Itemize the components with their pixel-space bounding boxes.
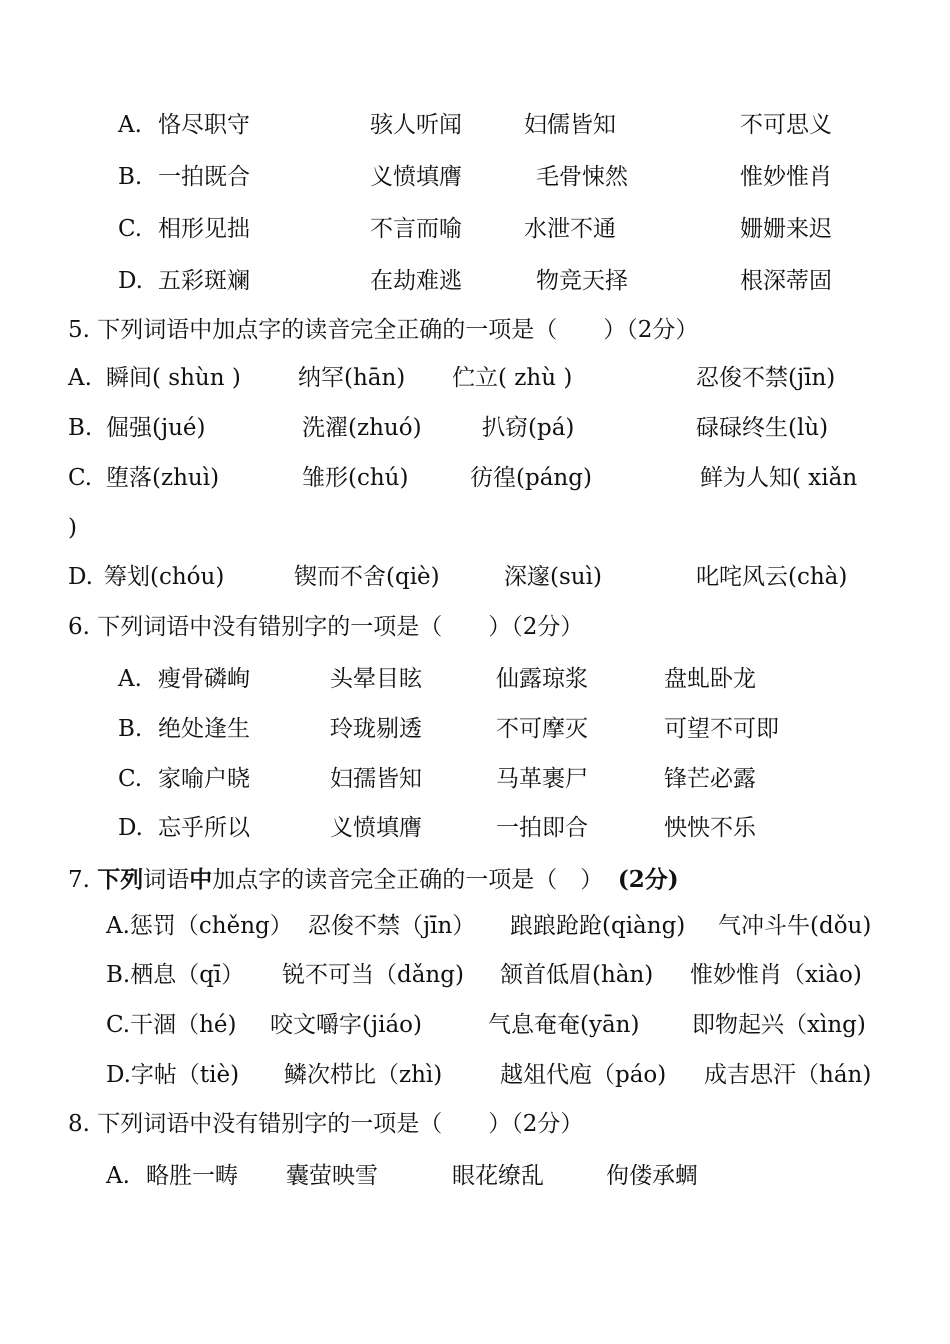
option-word: 妇孺皆知 (330, 766, 422, 792)
option-item: 彷徨(páng) (470, 465, 592, 491)
option-word: 骇人听闻 (370, 112, 462, 138)
option-word: 惟妙惟肖 (740, 164, 832, 190)
q5-stem (0, 310, 950, 350)
question-stem (68, 860, 679, 900)
q8-option-a (0, 1156, 950, 1196)
option-word: 义愤填膺 (330, 815, 422, 841)
option-item: 锲而不舍(qiè) (294, 564, 440, 590)
option-word: 不可思义 (740, 112, 832, 138)
option-item: 惟妙惟肖（xiào) (690, 962, 862, 988)
option-item: A.惩罚（chěng） (106, 913, 293, 939)
stem-score: (2分) (617, 866, 679, 893)
option-item: 气冲斗牛(dǒu) (718, 913, 872, 939)
option-letter: B. (118, 164, 143, 190)
option-word: 姗姗来迟 (740, 216, 832, 242)
option-letter: D. (68, 564, 93, 590)
q7-stem (0, 860, 950, 900)
option-letter: A. (118, 112, 142, 138)
option-item: 即物起兴（xìng) (692, 1012, 866, 1038)
option-word: 恪尽职守 (158, 112, 250, 138)
option-item: 碌碌终生(lù) (696, 415, 829, 441)
q5-option-c (0, 458, 950, 498)
stem-text-2: 加点字的读音完全正确的一项是（ ） (212, 867, 604, 893)
option-letter: D. (118, 815, 143, 841)
option-item: 鲜为人知( xiǎn (700, 465, 858, 491)
q5-option-a (0, 358, 950, 398)
option-word: 马革裹尸 (496, 766, 588, 792)
option-word: 不言而喻 (370, 216, 462, 242)
option-item: 锐不可当（dǎng) (282, 962, 464, 988)
option-item: 筹划(chóu) (104, 564, 225, 590)
option-word: 锋芒必露 (664, 766, 756, 792)
question-stem: 5. 下列词语中加点字的读音完全正确的一项是（ ）（2分） (68, 317, 699, 343)
option-item: 瞬间( shùn ) (106, 365, 241, 391)
question-stem: 8. 下列词语中没有错别字的一项是（ ）（2分） (68, 1111, 584, 1137)
option-item: 咬文嚼字(jiáo) (270, 1012, 422, 1038)
option-item: 颔首低眉(hàn) (500, 962, 654, 988)
option-item: 气息奄奄(yān) (488, 1012, 640, 1038)
option-word: 物竞天择 (536, 268, 628, 294)
option-word: 五彩斑斓 (158, 268, 250, 294)
q6-stem (0, 607, 950, 647)
q4-option-b (0, 157, 950, 197)
option-letter: A. (106, 1163, 130, 1189)
option-word: 义愤填膺 (370, 164, 462, 190)
option-letter: C. (118, 216, 143, 242)
option-item: B.栖息（qī） (106, 962, 245, 988)
option-word: 头晕目眩 (330, 666, 422, 692)
option-item: 堕落(zhuì) (106, 465, 220, 491)
option-letter: A. (118, 666, 142, 692)
option-item: 纳罕(hān) (298, 365, 406, 391)
wrapped-paren: ) (68, 515, 77, 541)
option-word: 水泄不通 (524, 216, 616, 242)
q4-option-a (0, 105, 950, 145)
option-letter: B. (68, 415, 93, 441)
option-word: 相形见拙 (158, 216, 250, 242)
option-item: 成吉思汗（hán) (704, 1062, 872, 1088)
q5-option-b (0, 408, 950, 448)
option-word: 佝偻承蜩 (606, 1163, 698, 1189)
option-item: 雏形(chú) (302, 465, 409, 491)
option-word: 根深蒂固 (740, 268, 832, 294)
question-stem: 6. 下列词语中没有错别字的一项是（ ）（2分） (68, 614, 584, 640)
option-word: 囊萤映雪 (286, 1163, 378, 1189)
option-letter: D. (118, 268, 143, 294)
option-item: 倔强(jué) (106, 415, 206, 441)
option-word: 毛骨悚然 (536, 164, 628, 190)
option-letter: A. (68, 365, 92, 391)
option-word: 玲珑剔透 (330, 716, 422, 742)
stem-bold-2: 中 (189, 866, 213, 893)
q7-option-d (0, 1055, 950, 1095)
option-item: 伫立( zhù ) (452, 365, 573, 391)
option-item: 踉踉跄跄(qiàng) (510, 913, 686, 939)
option-item: 叱咤风云(chà) (696, 564, 848, 590)
q6-option-d (0, 808, 950, 848)
option-letter: C. (68, 465, 93, 491)
q7-option-c (0, 1005, 950, 1045)
question-number: 7. (68, 867, 90, 893)
q6-option-c (0, 759, 950, 799)
q6-option-a (0, 659, 950, 699)
option-word: 盘虬卧龙 (664, 666, 756, 692)
option-item: 深邃(suì) (504, 564, 602, 590)
option-item: 越俎代庖（páo) (500, 1062, 667, 1088)
q6-option-b (0, 709, 950, 749)
option-item: 鳞次栉比（zhì) (284, 1062, 443, 1088)
option-item: 洗濯(zhuó) (302, 415, 422, 441)
q7-option-a (0, 906, 950, 946)
q5-option-c-wrap (0, 508, 950, 548)
option-letter: C. (118, 766, 143, 792)
option-item: 忍俊不禁（jīn） (308, 913, 476, 939)
option-word: 略胜一畴 (146, 1163, 238, 1189)
option-item: D.字帖（tiè) (106, 1062, 240, 1088)
option-word: 瘦骨磷峋 (158, 666, 250, 692)
option-word: 眼花缭乱 (452, 1163, 544, 1189)
option-item: C.干涸（hé) (106, 1012, 237, 1038)
option-word: 一拍既合 (158, 164, 250, 190)
stem-bold-1: 下列 (97, 866, 144, 893)
option-word: 妇儒皆知 (524, 112, 616, 138)
option-item: 扒窃(pá) (482, 415, 575, 441)
stem-text-1: 词语 (143, 867, 190, 893)
option-item: 忍俊不禁(jīn) (696, 365, 836, 391)
q5-option-d (0, 557, 950, 597)
q7-option-b (0, 955, 950, 995)
option-word: 在劫难逃 (370, 268, 462, 294)
option-word: 不可摩灭 (496, 716, 588, 742)
option-word: 仙露琼浆 (496, 666, 588, 692)
option-word: 绝处逢生 (158, 716, 250, 742)
q8-stem (0, 1104, 950, 1144)
option-word: 忘乎所以 (158, 815, 250, 841)
option-word: 怏怏不乐 (664, 815, 756, 841)
q4-option-d (0, 261, 950, 301)
option-word: 家喻户晓 (158, 766, 250, 792)
option-word: 可望不可即 (664, 716, 779, 742)
option-word: 一拍即合 (496, 815, 588, 841)
q4-option-c (0, 209, 950, 249)
option-letter: B. (118, 716, 143, 742)
